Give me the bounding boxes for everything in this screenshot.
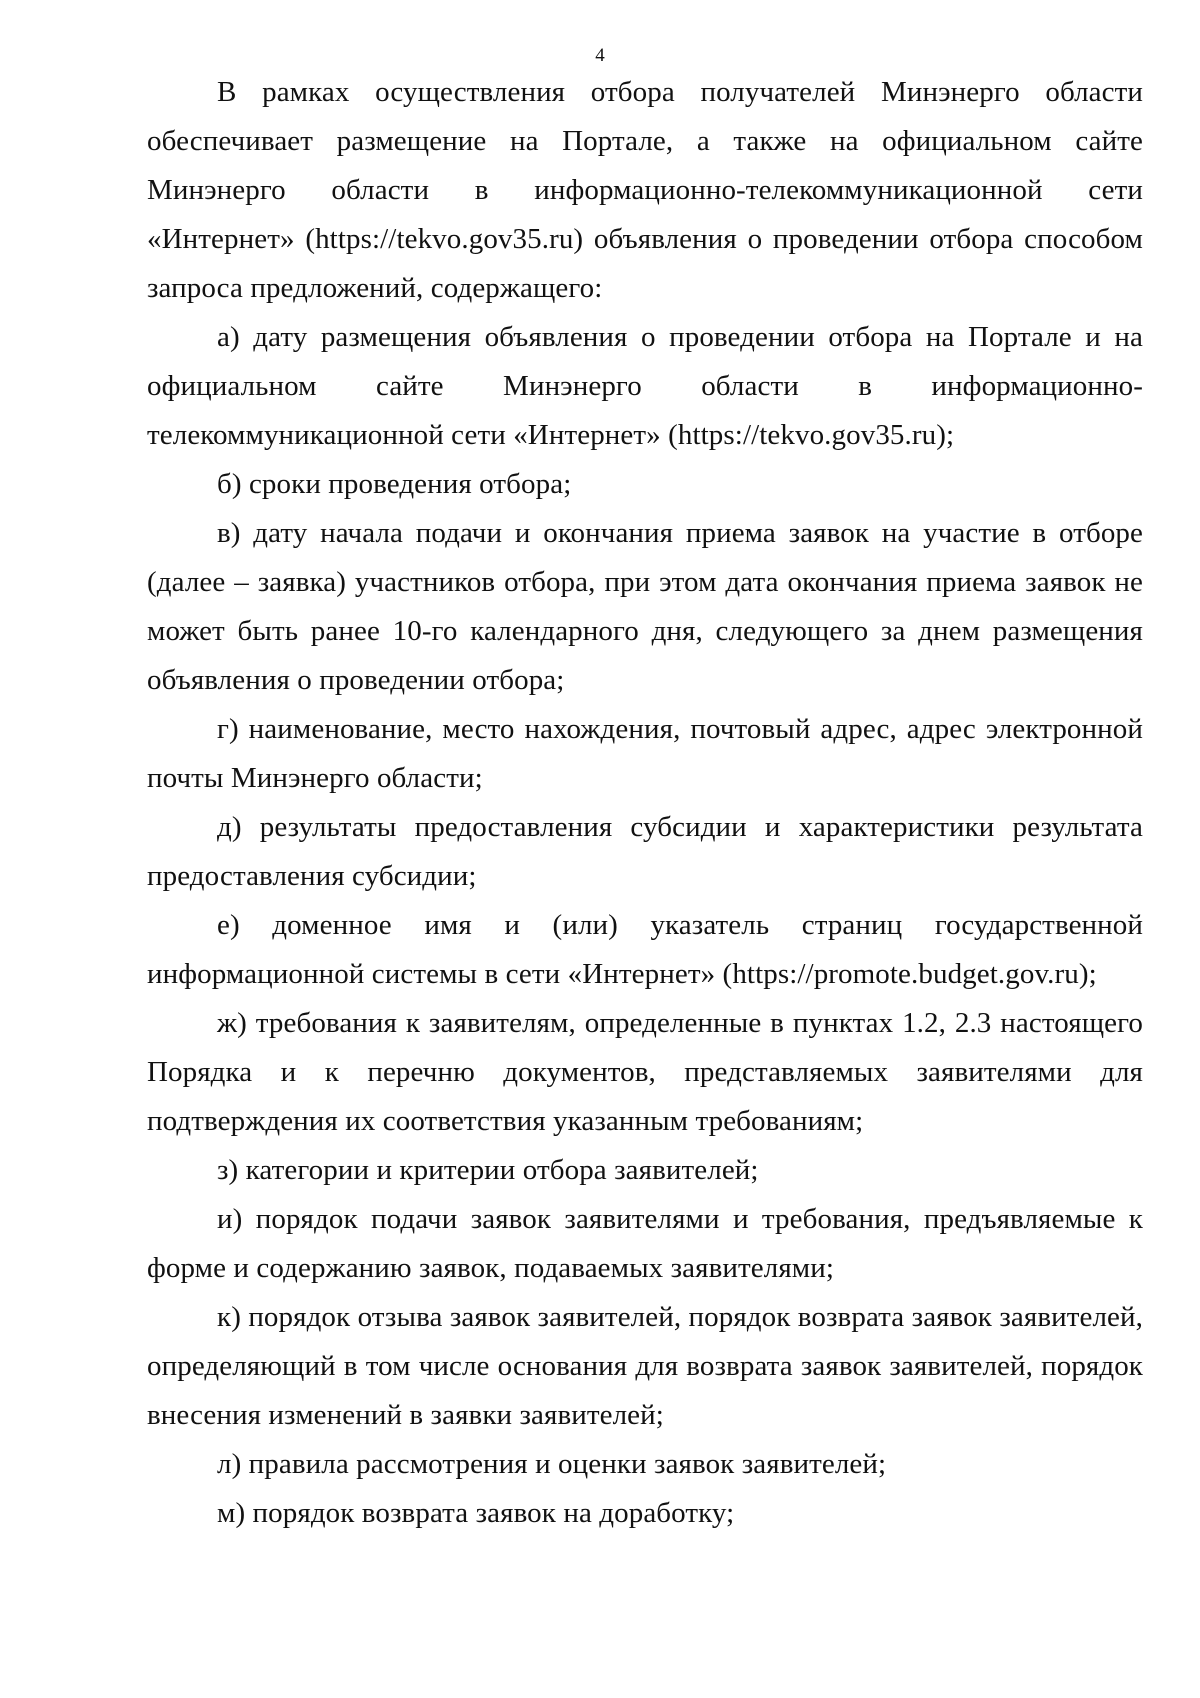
document-body [147, 68, 1143, 1538]
list-item-g: г) наименование, место нахождения, почтовый адрес, адрес электронной почты Минэнерго области; [147, 713, 1143, 794]
list-item-z: з) категории и критерии отбора заявителей; [217, 1154, 759, 1186]
list-item-b: б) сроки проведения отбора; [217, 468, 572, 500]
page-number: 4 [595, 45, 605, 66]
list-item-v: в) дату начала подачи и окончания приема заявок на участие в отборе (далее – заявка) участников отбора, при этом дата окончания приема заявок не может быть ранее 10-го календарного дня, следующего за днем размещения объявления о проведении отбора; [147, 517, 1143, 696]
list-item-i: и) порядок подачи заявок заявителями и требования, предъявляемые к форме и содержанию заявок, подаваемых заявителями; [147, 1203, 1143, 1284]
list-item-d: д) результаты предоставления субсидии и характеристики результата предоставления субсидии; [147, 811, 1143, 892]
paragraph-intro: В рамках осуществления отбора получателей Минэнерго области обеспечивает размещение на Портале, а также на официальном сайте Минэнерго области в информационно-телекоммуникационной сети «Интернет» (https://tekvo.gov35.ru) объявления о проведении отбора способом запроса предложений, содержащего: [147, 76, 1143, 304]
list-item-e: е) доменное имя и (или) указатель страниц государственной информационной системы в сети «Интернет» (https://promote.budget.gov.ru); [147, 909, 1143, 990]
list-item-m: м) порядок возврата заявок на доработку; [217, 1497, 735, 1529]
list-item-zh: ж) требования к заявителям, определенные в пунктах 1.2, 2.3 настоящего Порядка и к перечню документов, представляемых заявителями для подтверждения их соответствия указанным требованиям; [147, 1007, 1143, 1137]
list-item-a: а) дату размещения объявления о проведении отбора на Портале и на официальном сайте Минэнерго области в информационно-телекоммуникационной сети «Интернет» (https://tekvo.gov35.ru); [147, 321, 1143, 451]
list-item-k: к) порядок отзыва заявок заявителей, порядок возврата заявок заявителей, определяющий в том числе основания для возврата заявок заявителей, порядок внесения изменений в заявки заявителей; [147, 1301, 1143, 1431]
list-item-l: л) правила рассмотрения и оценки заявок заявителей; [217, 1448, 887, 1480]
